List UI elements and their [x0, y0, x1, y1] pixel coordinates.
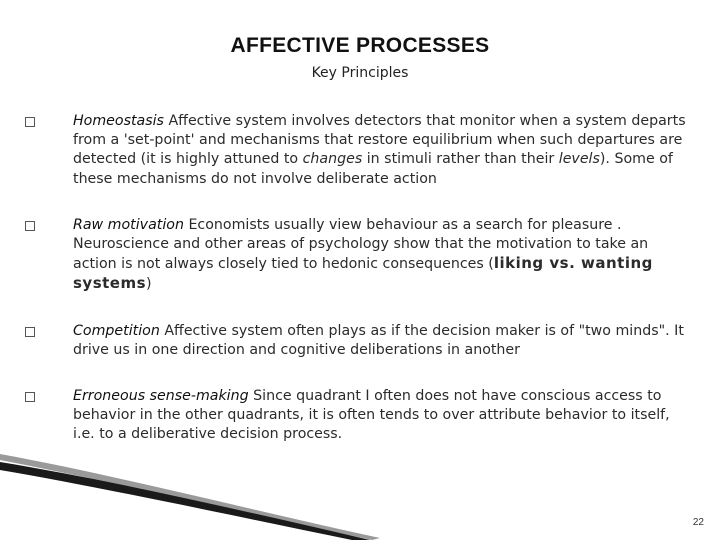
square-bullet-icon	[25, 117, 35, 127]
bullet-homeostasis	[24, 112, 689, 189]
bullet-emphasis: changes	[302, 151, 363, 168]
square-bullet-icon	[25, 327, 35, 337]
bullet-emphasis: levels	[558, 151, 600, 168]
bullet-text: in stimuli rather than their	[362, 151, 559, 168]
bullet-competition	[24, 322, 689, 360]
bullet-text: Since quadrant I often does not have conscious access to behavior in the other quadrants, it is often tends to over attribute behavior to itself, i.e. to a deliberative decision process.	[73, 388, 670, 443]
page-number: 22	[692, 517, 704, 528]
bullet-list	[24, 112, 689, 445]
bullet-text: ). Some of these mechanisms do not involve deliberate action	[73, 151, 673, 187]
bullet-text: Affective system often plays as if the decision maker is of "two minds". It drive us in one direction and cognitive deliberations in another	[73, 322, 684, 358]
bullet-term: Competition	[73, 322, 160, 339]
swoosh-black-stroke	[0, 462, 370, 540]
bullet-term: Homeostasis	[73, 113, 164, 129]
bullet-erroneous-sense-making	[24, 387, 689, 445]
bullet-text: )	[146, 276, 152, 293]
bullet-text: Economists usually view behaviour as a search for pleasure . Neuroscience and other areas of psychology show that the motivation to take an action is not always closely tied to hedonic consequences (	[73, 216, 649, 273]
bullet-term: Raw motivation	[73, 216, 184, 233]
slide-title: AFFECTIVE PROCESSES	[230, 34, 490, 57]
swoosh-gray-stroke	[0, 454, 380, 540]
square-bullet-icon	[25, 221, 35, 231]
bullet-text: Affective system involves detectors that monitor when a system departs from a 'set-point' and mechanisms that restore equilibrium when such departures are detected (it is highly attuned to	[73, 113, 686, 168]
slide-subtitle: Key Principles	[311, 65, 409, 81]
square-bullet-icon	[25, 392, 35, 402]
bullet-raw-motivation	[24, 216, 689, 295]
bullet-bold-text: liking vs. wanting systems	[73, 254, 653, 293]
bullet-term: Erroneous sense-making	[73, 388, 249, 405]
decorative-swoosh	[0, 448, 720, 540]
